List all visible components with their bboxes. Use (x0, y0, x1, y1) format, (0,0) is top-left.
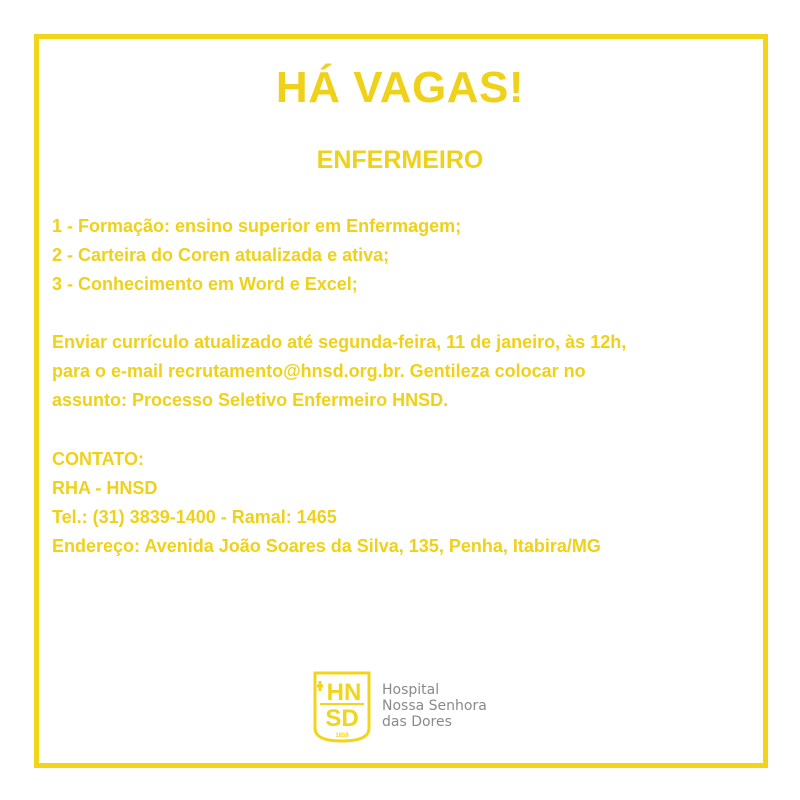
contact-heading: CONTATO: (52, 449, 144, 469)
contact-department: RHA - HNSD (52, 478, 158, 498)
application-instructions (52, 328, 752, 415)
headline: HÁ VAGAS! (275, 63, 525, 112)
hospital-name-line: Nossa Senhora (382, 698, 487, 714)
contact-section (52, 445, 752, 561)
position-title: ENFERMEIRO (316, 146, 484, 174)
instruction-line: para o e-mail recrutamento@hnsd.org.br. Gentileza colocar no (52, 361, 586, 381)
requirements-list (52, 212, 752, 299)
seal-bottom-text: SD (325, 705, 359, 732)
hospital-name (382, 682, 487, 730)
requirement-item: 1 - Formação: ensino superior em Enfermagem; (52, 216, 462, 236)
contact-phone: Tel.: (31) 3839-1400 - Ramal: 1465 (52, 507, 337, 527)
instruction-line: Enviar currículo atualizado até segunda-feira, 11 de janeiro, às 12h, (52, 332, 627, 352)
requirement-item: 3 - Conhecimento em Word e Excel; (52, 274, 358, 294)
seal-top-text: HN (326, 679, 362, 706)
hospital-logo (312, 670, 487, 744)
contact-address: Endereço: Avenida João Soares da Silva, 135, Penha, Itabira/MG (52, 536, 601, 556)
requirement-item: 2 - Carteira do Coren atualizada e ativa; (52, 245, 390, 265)
seal-year: 1859 (335, 733, 349, 739)
hospital-name-line: Hospital (382, 682, 440, 698)
hnsd-seal-icon (312, 670, 372, 744)
instruction-line: assunto: Processo Seletivo Enfermeiro HNSD. (52, 390, 449, 410)
hospital-name-line: das Dores (382, 714, 452, 730)
